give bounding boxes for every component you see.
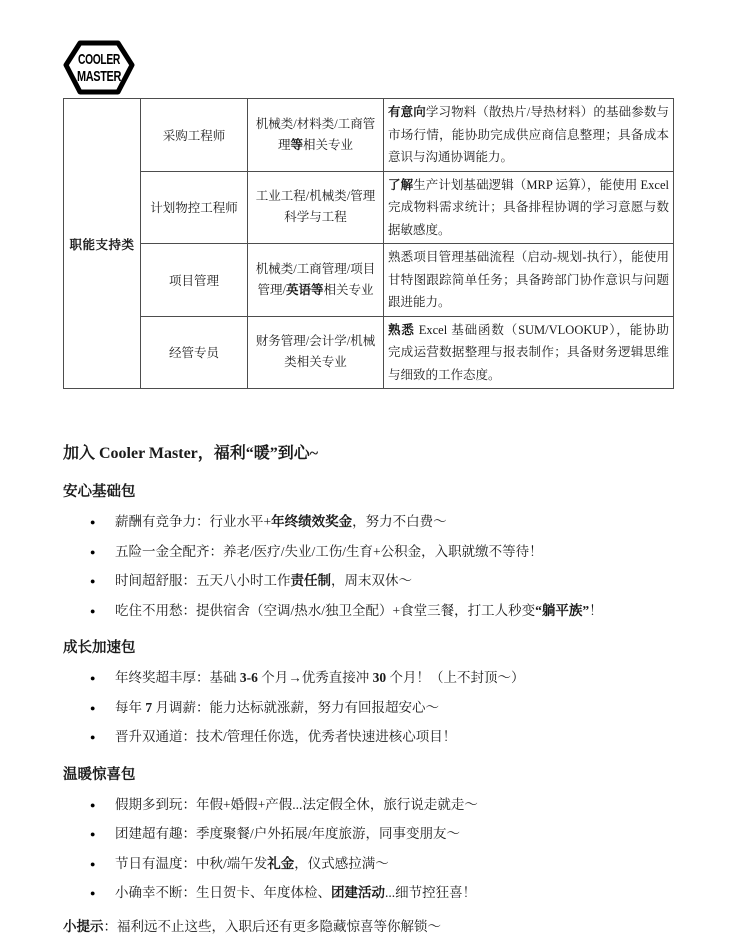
job-desc-cell	[384, 316, 674, 389]
bullet-icon: ●	[90, 825, 115, 844]
text-run: ，努力不白费～	[352, 514, 447, 529]
benefit-text	[115, 669, 675, 688]
job-desc-cell	[384, 99, 674, 172]
job-desc-cell	[384, 171, 674, 244]
benefit-text	[115, 543, 675, 562]
logo-badge-icon	[63, 40, 135, 95]
job-desc-cell	[384, 244, 674, 317]
text-run: 节日有温度：中秋/端午发	[115, 856, 267, 871]
job-row	[64, 244, 674, 317]
benefit-list	[63, 669, 675, 747]
bold-text-run: 了解	[388, 178, 413, 192]
text-run: 五险一金全配齐：养老/医疗/失业/工伤/生育+公积金，入职就缴不等待！	[115, 544, 543, 559]
bullet-icon: ●	[90, 855, 115, 874]
text-run: 时间超舒服：五天八小时工作	[115, 573, 291, 588]
bullet-icon: ●	[90, 796, 115, 815]
job-major-cell	[248, 99, 384, 172]
text-run: Excel 基础函数（SUM/VLOOKUP），能协助完成运营数据整理与报表制作；具备财务逻辑思维与细致的工作态度。	[388, 323, 669, 382]
bullet-icon: ●	[90, 884, 115, 903]
section-title: 温暖惊喜包	[63, 766, 675, 785]
bold-text-run: 熟悉	[388, 323, 415, 337]
job-row	[64, 316, 674, 389]
job-title-cell: 经管专员	[141, 316, 248, 389]
benefit-text	[115, 855, 675, 874]
bullet-icon: ●	[90, 669, 115, 688]
bullet-icon: ●	[90, 543, 115, 562]
bold-text-run: 年终绩效奖金	[271, 514, 352, 529]
bold-text-run: 30	[373, 670, 387, 685]
bold-text-run: 团建活动	[331, 885, 385, 900]
bullet-icon: ●	[90, 602, 115, 621]
text-run: ...细节控狂喜！	[385, 885, 476, 900]
text-run: 晋升双通道：技术/管理任你选，优秀者快速进核心项目！	[115, 729, 456, 744]
text-run: 年终奖超丰厚：基础	[115, 670, 240, 685]
benefits-tip	[63, 918, 675, 936]
text-run: 小确幸不断：生日贺卡、年度体检、	[115, 885, 331, 900]
bullet-icon: ●	[90, 572, 115, 591]
bold-text-run: 英语等	[286, 283, 324, 297]
text-run: 机械类/工商管理/项目管理/	[256, 262, 375, 297]
text-run: 个月！（上不封顶～）	[386, 670, 524, 685]
section-title: 成长加速包	[63, 639, 675, 658]
bold-text-run: “躺平族”	[535, 603, 589, 618]
job-row	[64, 99, 674, 172]
jobs-table	[63, 98, 674, 389]
benefit-item	[63, 572, 675, 591]
benefit-item	[63, 699, 675, 718]
benefit-list	[63, 796, 675, 903]
bold-text-run: 等	[290, 138, 303, 152]
text-run: 相关专业	[323, 283, 373, 297]
job-category-cell: 职能支持类	[64, 99, 141, 389]
bullet-icon: ●	[90, 699, 115, 718]
job-major-cell	[248, 171, 384, 244]
bullet-icon: ●	[90, 513, 115, 532]
benefit-text	[115, 728, 675, 747]
section-title: 安心基础包	[63, 483, 675, 502]
benefit-item	[63, 602, 675, 621]
bold-text-run: 7	[145, 700, 152, 715]
bold-text-run: 责任制	[291, 573, 332, 588]
bold-text-run: 3-6	[240, 670, 258, 685]
job-title-cell: 项目管理	[141, 244, 248, 317]
benefit-item	[63, 855, 675, 874]
text-run: 机械类/材料类/工商管理	[256, 117, 375, 152]
job-title-cell: 计划物控工程师	[141, 171, 248, 244]
cooler-master-logo	[63, 40, 135, 95]
text-run: 吃住不用愁：提供宿舍（空调/热水/独卫全配）+食堂三餐，打工人秒变	[115, 603, 535, 618]
benefit-text	[115, 825, 675, 844]
benefit-sections	[63, 483, 675, 903]
job-major-cell	[248, 244, 384, 317]
benefit-item	[63, 796, 675, 815]
job-major-cell	[248, 316, 384, 389]
text-run: 薪酬有竞争力：行业水平+	[115, 514, 271, 529]
text-run: 生产计划基础逻辑（MRP 运算），能使用 Excel 完成物料需求统计；具备排程协调的学习意愿与数据敏感度。	[388, 178, 669, 237]
benefit-text	[115, 602, 675, 621]
benefit-item	[63, 825, 675, 844]
benefit-text	[115, 796, 675, 815]
job-title-cell: 采购工程师	[141, 99, 248, 172]
jobs-table-body	[64, 99, 674, 389]
text-run: ！	[589, 603, 603, 618]
bold-text-run: 礼金	[267, 856, 294, 871]
bold-text-run: 小提示	[63, 919, 104, 934]
text-run: 工业工程/机械类/管理科学与工程	[256, 189, 375, 224]
text-run: 团建超有趣：季度聚餐/户外拓展/年度旅游，同事变朋友～	[115, 826, 460, 841]
benefit-item	[63, 669, 675, 688]
job-row	[64, 171, 674, 244]
text-run: 个月→优秀直接冲	[258, 670, 373, 685]
text-run: 学习物料（散热片/导热材料）的基础参数与市场行情，能协助完成供应商信息整理；具备成本意识与沟通协调能力。	[388, 105, 669, 164]
text-run: ，仪式感拉满～	[294, 856, 389, 871]
benefit-item	[63, 884, 675, 903]
benefit-list	[63, 513, 675, 620]
benefit-item	[63, 513, 675, 532]
text-run: 熟悉项目管理基础流程（启动-规划-执行），能使用甘特图跟踪简单任务；具备跨部门协作意识与问题跟进能力。	[388, 250, 669, 309]
benefits-heading: 加入 Cooler Master，福利“暖”到心~	[63, 444, 675, 464]
benefit-item	[63, 543, 675, 562]
text-run: ：福利远不止这些，入职后还有更多隐藏惊喜等你解锁～	[104, 919, 442, 934]
text-run: ，周末双休～	[331, 573, 412, 588]
text-run: 相关专业	[303, 138, 353, 152]
bold-text-run: 有意向	[388, 105, 426, 119]
text-run: 每年	[115, 700, 145, 715]
text-run: 假期多到玩：年假+婚假+产假...法定假全休，旅行说走就走～	[115, 797, 478, 812]
logo-text-master: MASTER	[77, 68, 121, 85]
text-run: 财务管理/会计学/机械类相关专业	[256, 334, 375, 369]
benefit-item	[63, 728, 675, 747]
logo-text-cooler: COOLER	[78, 51, 120, 68]
benefit-text	[115, 699, 675, 718]
benefit-text	[115, 513, 675, 532]
bullet-icon: ●	[90, 728, 115, 747]
benefit-text	[115, 572, 675, 591]
text-run: 月调薪：能力达标就涨薪，努力有回报超安心～	[152, 700, 439, 715]
benefit-text	[115, 884, 675, 903]
